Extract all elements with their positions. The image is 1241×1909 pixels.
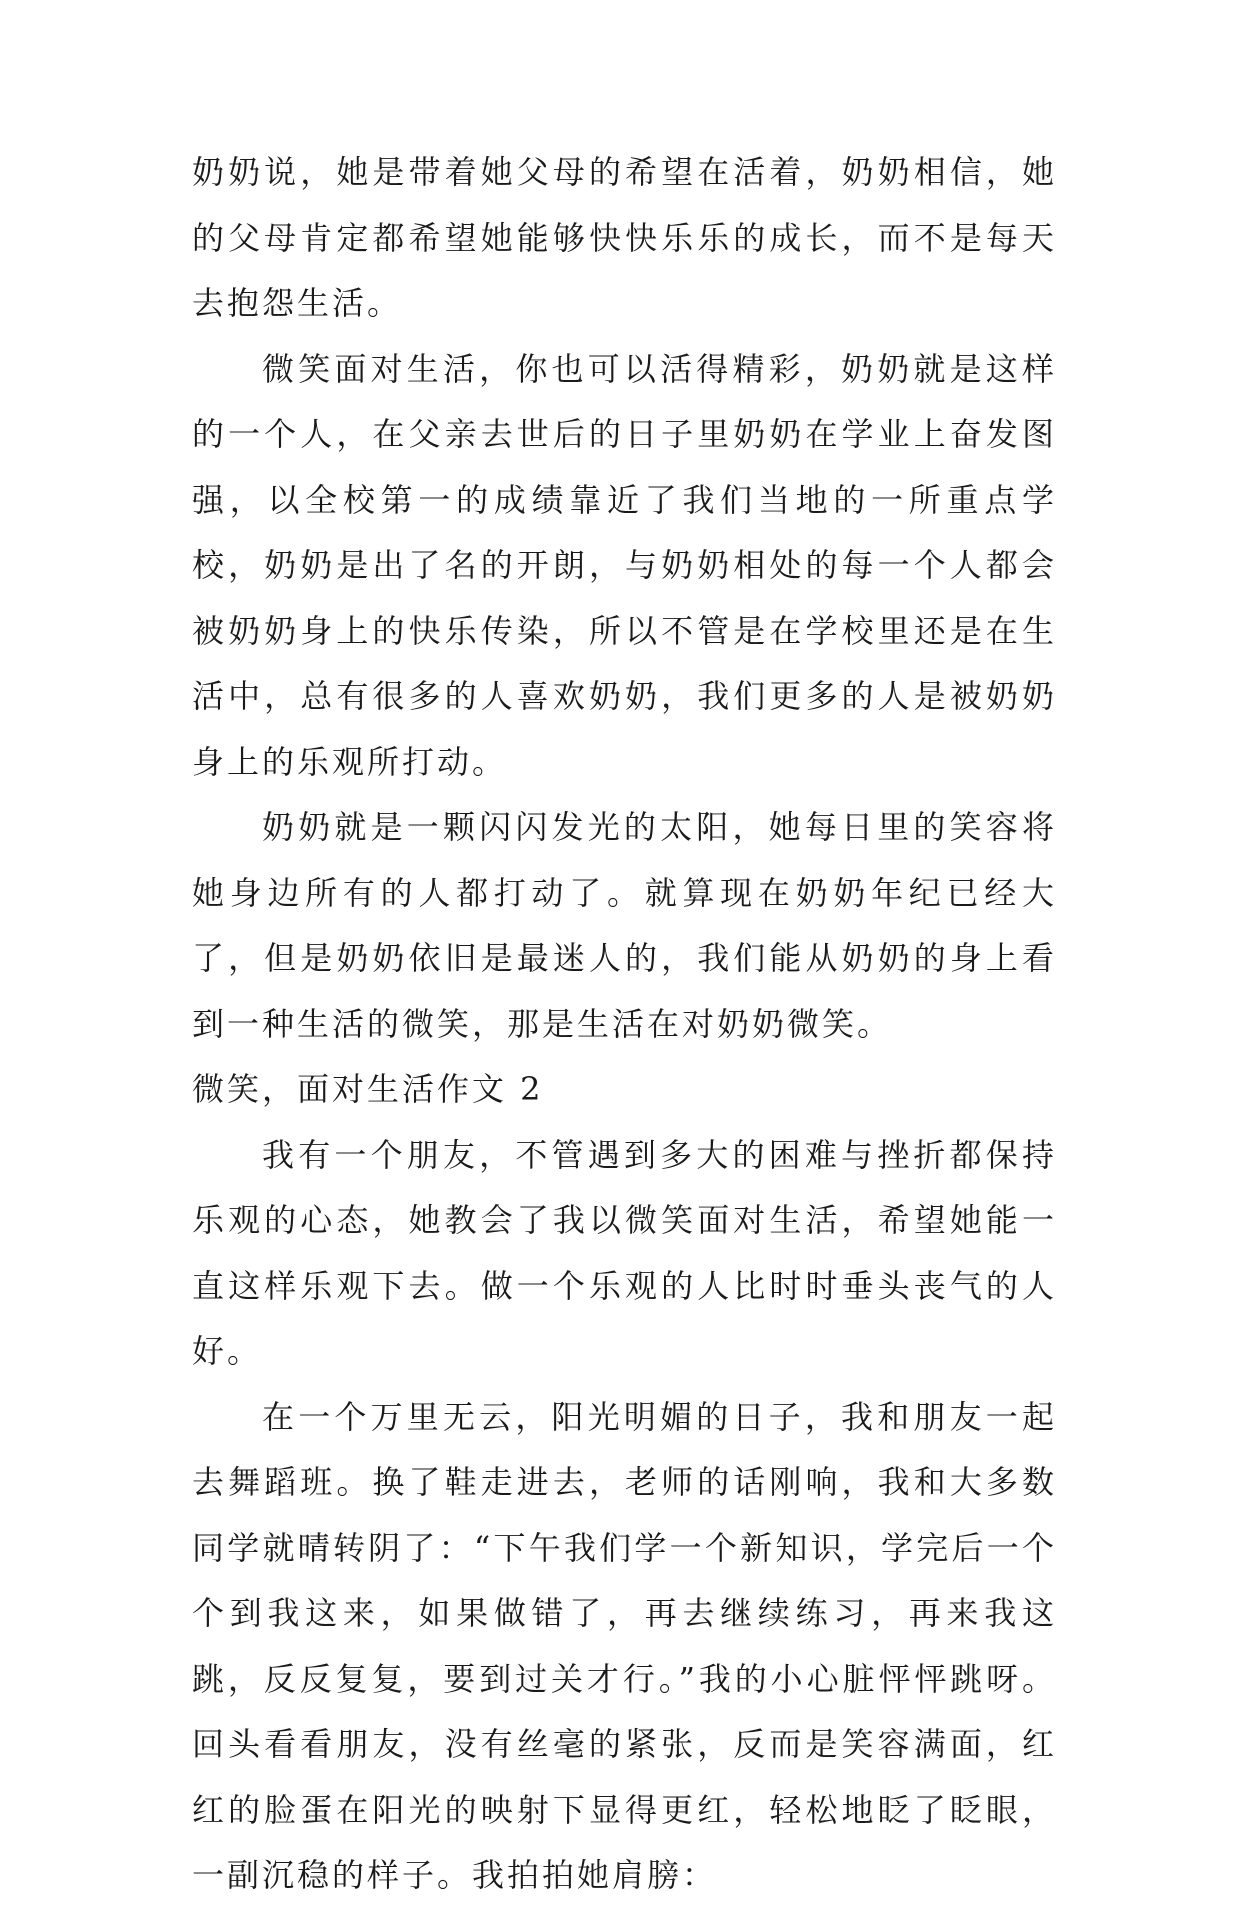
paragraph: 奶奶就是一颗闪闪发光的太阳，她每日里的笑容将她身边所有的人都打动了。就算现在奶奶年纪已经大了，但是奶奶依旧是最迷人的，我们能从奶奶的身上看到一种生活的微笑，那是生活在对奶奶微笑。 xyxy=(192,808,1057,1043)
paragraph: 在一个万里无云，阳光明媚的日子，我和朋友一起去舞蹈班。换了鞋走进去，老师的话刚响，我和大多数同学就晴转阴了：“下午我们学一个新知识，学完后一个个到我这来，如果做错了，再去继续练习，再来我这跳，反反复复，要到过关才行。”我的小心脏怦怦跳呀。回头看看朋友，没有丝毫的紧张，反而是笑容满面，红红的脸蛋在阳光的映射下显得更红，轻松地眨了眨眼，一副沉稳的样子。我拍拍她肩膀： xyxy=(192,1397,1057,1894)
paragraph: 我有一个朋友，不管遇到多大的困难与挫折都保持乐观的心态，她教会了我以微笑面对生活，希望她能一直这样乐观下去。做一个乐观的人比时时垂头丧气的人好。 xyxy=(192,1135,1057,1370)
paragraph: 微笑面对生活，你也可以活得精彩，奶奶就是这样的一个人，在父亲去世后的日子里奶奶在学业上奋发图强，以全校第一的成绩靠近了我们当地的一所重点学校，奶奶是出了名的开朗，与奶奶相处的每一个人都会被奶奶身上的快乐传染，所以不管是在学校里还是在生活中，总有很多的人喜欢奶奶，我们更多的人是被奶奶身上的乐观所打动。 xyxy=(192,349,1057,781)
section-heading: 微笑，面对生活作文 2 xyxy=(192,1070,544,1108)
paragraph: 奶奶说，她是带着她父母的希望在活着，奶奶相信，她的父母肯定都希望她能够快快乐乐的成长，而不是每天去抱怨生活。 xyxy=(192,153,1057,322)
document-page xyxy=(192,140,1057,1909)
